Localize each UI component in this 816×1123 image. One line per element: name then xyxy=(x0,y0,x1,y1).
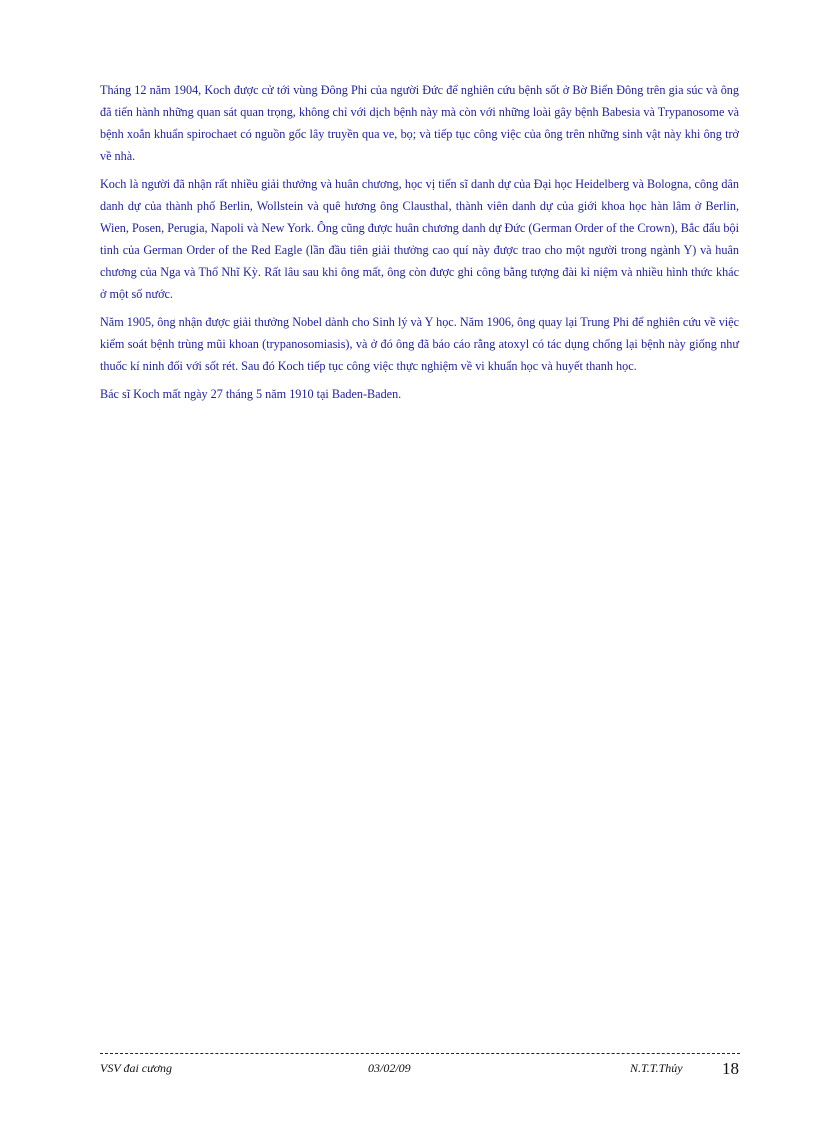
paragraph: Koch là người đã nhận rất nhiều giải thưởng và huân chương, học vị tiến sĩ danh dự của Đại học Heidelberg và Bologna, công dân danh dự của thành phố Berlin, Wollstein và quê hương ông Clausthal, thành viên danh dự của giới khoa học hàn lâm ở Berlin, Wien, Posen, Perugia, Napoli và New York. Ông cũng được huân chương danh dự Đức (German Order of the Crown), Bắc đẩu bội tinh của German Order of the Red Eagle (lần đầu tiên giải thưởng cao quí này được trao cho một người trong ngành Y) và huân chương của Nga và Thổ Nhĩ Kỳ. Rất lâu sau khi ông mất, ông còn được ghi công bằng tượng đài kỉ niệm và nhiều hình thức khác ở một số nước. xyxy=(100,177,739,301)
paragraph: Bác sĩ Koch mất ngày 27 tháng 5 năm 1910 tại Baden-Baden. xyxy=(100,387,402,401)
page-footer xyxy=(100,1059,740,1083)
paragraph: Tháng 12 năm 1904, Koch được cử tới vùng Đông Phi của người Đức để nghiên cứu bệnh sốt ở Bờ Biển Đông trên gia súc và ông đã tiến hành những quan sát quan trọng, không chỉ với dịch bệnh này mà còn với những loài gây bệnh Babesia và Trypanosome và bệnh xoắn khuẩn spirochaet có nguồn gốc lây truyền qua ve, bọ; và tiếp tục công việc của ông trên những sinh vật này khi ông trở về nhà. xyxy=(100,83,739,163)
document-body xyxy=(100,79,739,411)
footer-course-title: VSV đai cương xyxy=(100,1061,173,1075)
footer-author: N.T.T.Thủy xyxy=(630,1061,683,1075)
footer-divider xyxy=(100,1053,740,1054)
footer-date: 03/02/09 xyxy=(368,1061,411,1075)
paragraph: Năm 1905, ông nhận được giải thưởng Nobel dành cho Sinh lý và Y học. Năm 1906, ông quay lại Trung Phi để nghiên cứu về việc kiểm soát bệnh trùng mũi khoan (trypanosomiasis), và ở đó ông đã báo cáo rằng atoxyl có tác dụng chống lại bệnh này giống như thuốc kí ninh đối với sốt rét. Sau đó Koch tiếp tục công việc thực nghiệm về vi khuẩn học và huyết thanh học. xyxy=(100,315,739,373)
page-number: 18 xyxy=(722,1059,739,1078)
